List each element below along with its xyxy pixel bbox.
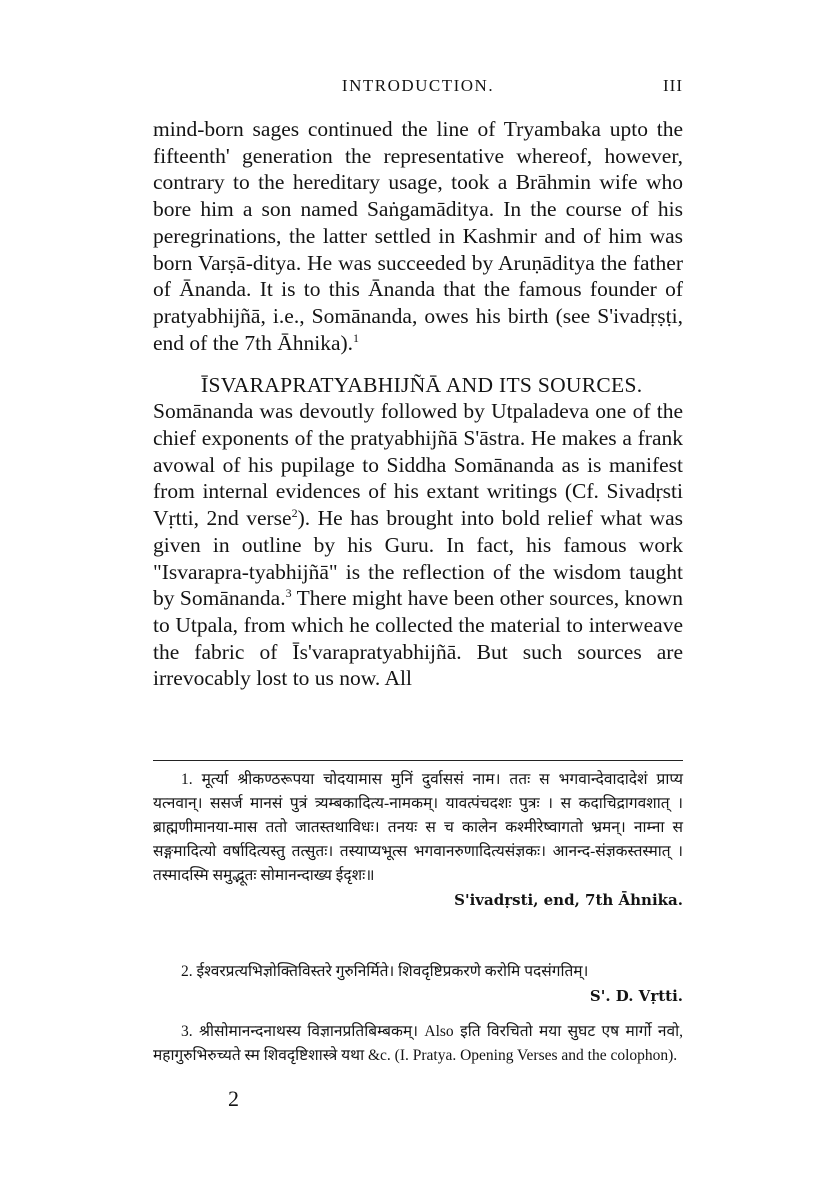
paragraph-sources-part-a: Somānanda was devoutly followed by Utpaladeva one of the chief exponents of the pratyabhijñā S'āstra. He makes a frank avowal of his pupilage to Siddha Somānanda as is manifest from internal evidences of his extant writings (Cf. Sivadṛsti Vṛtti, 2nd verse — [153, 399, 683, 531]
footnote-ref-2: 2 — [291, 505, 298, 520]
footnote-2-text: 2. ईश्वरप्रत्यभिज्ञोक्तिविस्तरे गुरुनिर्मिते। शिवदृष्टिप्रकरणे करोमि पदसंगतिम्। — [181, 963, 589, 980]
footnote-ref-1: 1 — [353, 330, 360, 345]
paragraph-lineage — [153, 116, 683, 356]
page-number: III — [663, 76, 683, 95]
paragraph-sources — [153, 398, 683, 692]
footnote-divider — [153, 760, 683, 761]
footnote-ref-3: 3 — [285, 586, 292, 601]
running-head-title: INTRODUCTION. — [341, 76, 495, 95]
section-heading: ĪSVARAPRATYABHIJÑĀ AND ITS SOURCES. — [201, 373, 643, 398]
footnote-2 — [153, 960, 683, 1008]
footnote-1-source: S'ivadṛsti, end, 7th Āhnika. — [454, 891, 683, 909]
footnote-1 — [153, 768, 683, 912]
paragraph-sources-part-b: ). He has brought into bold relief what was given in outline by his Guru. In fact, his famous work "Isvarapra-tyabhijñā" is the reflection of the wisdom taught by Somānanda. — [153, 506, 683, 611]
body-text — [153, 116, 683, 692]
footnote-1-text: 1. मूर्त्या श्रीकण्ठरूपया चोदयामास मुनिं दुर्वाससं नाम। ततः स भगवान्देवादादेशं प्राप्य यत्नवान्। ससर्ज मानसं पुत्रं त्र्यम्बकादित्य-नामकम्। यावत्पंचदशः पुत्रः । स कदाचिद्रागवशात् । ब्राह्मणीमानया-मास ततो जातस्तथाविधः। तनयः स च कालेन कश्मीरेष्वागतो भ्रमन्। नाम्ना स सङ्गमादित्यो वर्षादित्यस्तु तत्सुतः। तस्याप्यभूत्स भगवानरुणादित्यसंज्ञकः। आनन्द-संज्ञकस्तस्मात् । तस्मादस्मि समुद्भूतः सोमानन्दाख्य ईदृशः॥ — [153, 771, 683, 884]
footnote-3 — [153, 1020, 683, 1068]
running-head — [153, 76, 683, 100]
footnote-2-source: S'. D. Vṛtti. — [589, 987, 683, 1005]
footnote-3-text: 3. श्रीसोमानन्दनाथस्य विज्ञानप्रतिबिम्बकम्। Also इति विरचितो मया सुघट एष मार्गो नवो, महागुरुभिरुच्यते स्म शिवदृष्टिशास्त्रे यथा &c. (I. Pratya. Opening Verses and the colophon). — [153, 1023, 683, 1064]
paragraph-sources-part-c: There might have been other sources, known to Utpala, from which he collected the material to interweave the fabric of Īs'varapratyabhijñā. But such sources are irrevocably lost to us now. All — [153, 586, 684, 691]
paragraph-lineage-text: mind-born sages continued the line of Tryambaka upto the fifteenth' generation the representative whereof, however, contrary to the hereditary usage, took a Brāhmin wife who bore him a son named Saṅgamāditya. In the course of his peregrinations, the latter settled in Kashmir and of him was born Varṣā-ditya. He was succeeded by Aruṇāditya the father of Ānanda. It is to this Ānanda that the famous founder of pratyabhijñā, i.e., Somānanda, owes his birth (see S'ivadṛṣṭi, end of the 7th Āhnika). — [153, 117, 683, 355]
sheet-signature-mark: 2 — [228, 1086, 239, 1111]
